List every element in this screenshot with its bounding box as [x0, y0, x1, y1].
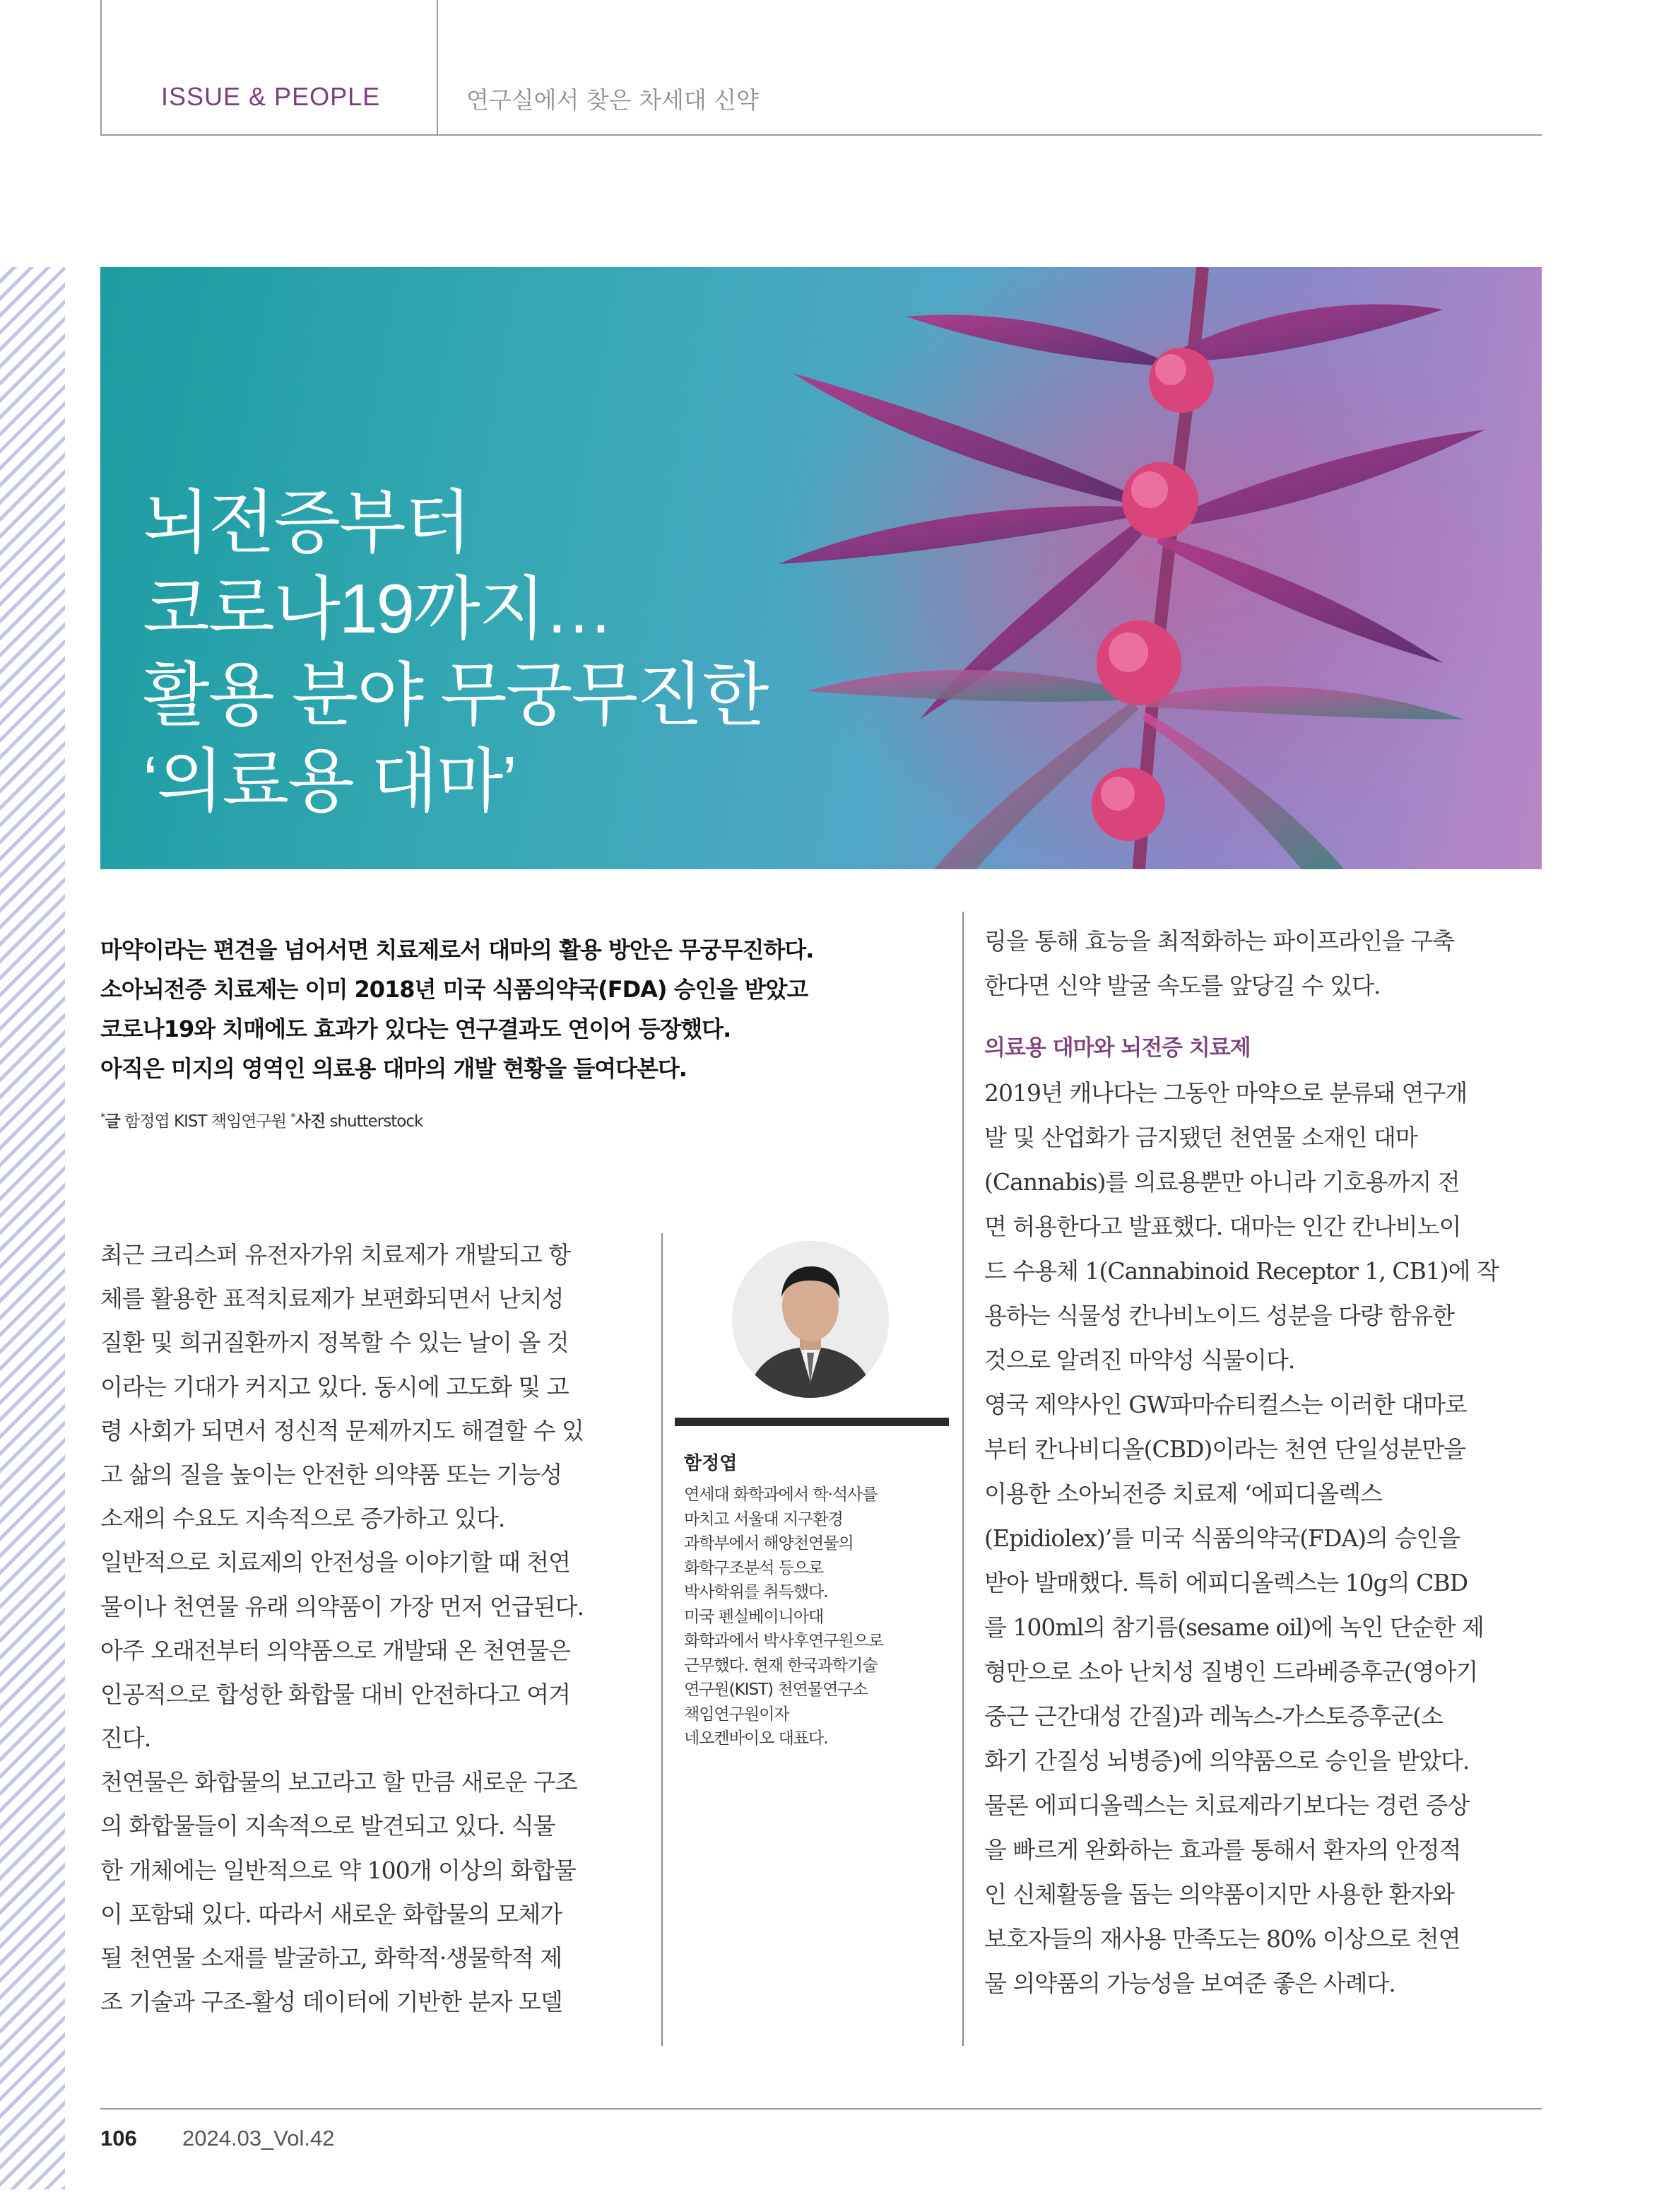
body-line: 조 기술과 구조-활성 데이터에 기반한 분자 모델 — [100, 1988, 562, 2016]
bio-line: 화학과에서 박사후연구원으로 — [684, 1632, 884, 1650]
paragraph-gap — [984, 1008, 1542, 1026]
author-bio — [684, 1483, 945, 1751]
hero-image — [100, 267, 1542, 869]
bio-line: 네오켄바이오 대표다. — [684, 1729, 828, 1748]
body-line: 면 허용한다고 발표했다. 대마는 인간 칸나비노이 — [984, 1213, 1461, 1240]
body-line: 물 의약품의 가능성을 보여준 좋은 사례다. — [984, 1970, 1395, 1997]
body-line: 을 빠르게 완화하는 효과를 통해서 환자의 안정적 — [984, 1836, 1461, 1864]
body-line: (Epidiolex)’를 미국 식품의약국(FDA)의 승인을 — [984, 1524, 1460, 1552]
body-line: 진다. — [100, 1724, 151, 1753]
body-line: 링을 통해 효능을 최적화하는 파이프라인을 구축 — [984, 927, 1455, 955]
bio-line: 화학구조분석 등으로 — [684, 1558, 824, 1577]
body-line: 의 화합물들이 지속적으로 발견되고 있다. 식물 — [100, 1812, 555, 1840]
body-line: 인공적으로 합성한 화합물 대비 안전하다고 여겨 — [100, 1680, 571, 1708]
hero-headline-line: ‘의료용 대마’ — [143, 742, 516, 820]
body-line: (Cannabis)를 의료용뿐만 아니라 기호용까지 전 — [984, 1168, 1460, 1196]
body-line: 아주 오래전부터 의약품으로 개발돼 온 천연물은 — [100, 1636, 571, 1664]
body-line: 2019년 캐나다는 그동안 마약으로 분류돼 연구개 — [984, 1079, 1468, 1107]
bio-line: 연구원(KIST) 천연물연구소 — [684, 1681, 868, 1699]
profile-divider-bar — [675, 1418, 949, 1426]
body-line: 물론 에피디올렉스는 치료제라기보다는 경련 증상 — [984, 1792, 1470, 1819]
body-line: 질환 및 희귀질환까지 정복할 수 있는 날이 올 것 — [100, 1329, 569, 1357]
body-line: 화기 간질성 뇌병증)에 의약품으로 승인을 받았다. — [984, 1747, 1470, 1775]
bio-line: 과학부에서 해양천연물의 — [684, 1534, 854, 1553]
hero-headline-line: 뇌전증부터 — [143, 483, 471, 561]
header-section-box — [100, 0, 438, 136]
body-line: 받아 발매했다. 특히 에피디올렉스는 10g의 CBD — [984, 1569, 1468, 1596]
body-line: 물이나 천연물 유래 의약품이 가장 먼저 언급된다. — [100, 1592, 584, 1620]
body-line: 용하는 식물성 칸나비노이드 성분을 다량 함유한 — [984, 1302, 1455, 1329]
hero-headline-line: 활용 분야 무궁무진한 — [143, 656, 768, 734]
body-line: 것으로 알려진 마약성 식물이다. — [984, 1346, 1295, 1374]
byline-credit: *글 함정엽 KIST 책임연구원 *사진 shutterstock — [100, 1110, 423, 1131]
bio-line: 마치고 서울대 지구환경 — [684, 1510, 843, 1529]
lead-line: 코로나19와 치매에도 효과가 있다는 연구결과도 연이어 등장했다. — [100, 1016, 731, 1042]
body-line: 될 천연물 소재를 발굴하고, 화학적·생물학적 제 — [100, 1944, 562, 1972]
body-line: 고 삶의 질을 높이는 안전한 의약품 또는 기능성 — [100, 1460, 562, 1488]
footer-divider — [100, 2108, 1542, 2110]
issue-label: 2024.03_Vol.42 — [182, 2126, 335, 2151]
writer-label: 글 — [105, 1112, 120, 1131]
body-line: 중근 근간대성 간질)과 레녹스-가스토증후군(소 — [984, 1702, 1443, 1730]
body-line: 체를 활용한 표적치료제가 보편화되면서 난치성 — [100, 1285, 564, 1313]
section-subheading: 의료용 대마와 뇌전증 치료제 — [984, 1035, 1251, 1061]
photo-source: shutterstock — [329, 1112, 423, 1131]
side-hatch-decoration — [0, 267, 65, 2189]
hero-headline — [143, 479, 767, 824]
bio-line: 미국 펜실베이니아대 — [684, 1607, 824, 1626]
page-number: 106 — [100, 2126, 137, 2151]
body-line: 를 100ml의 참기름(sesame oil)에 녹인 단순한 제 — [984, 1613, 1484, 1641]
body-line: 드 수용체 1(Cannabinoid Receptor 1, CB1)에 작 — [984, 1257, 1499, 1285]
body-line: 부터 칸나비디올(CBD)이라는 천연 단일성분만을 — [984, 1435, 1465, 1463]
body-line: 이 포함돼 있다. 따라서 새로운 화합물의 모체가 — [100, 1900, 562, 1928]
body-line: 발 및 산업화가 금지됐던 천연물 소재인 대마 — [984, 1124, 1417, 1151]
lead-paragraph — [100, 930, 934, 1088]
lead-line: 마약이라는 편견을 넘어서면 치료제로서 대마의 활용 방안은 무궁무진하다. — [100, 936, 814, 963]
body-line: 보호자들의 재사용 만족도는 80% 이상으로 천연 — [984, 1925, 1460, 1953]
body-column-right — [984, 919, 1542, 2006]
body-line: 소재의 수요도 지속적으로 증가하고 있다. — [100, 1505, 505, 1533]
writer-name: 함정엽 KIST 책임연구원 — [124, 1112, 286, 1131]
body-line: 영국 제약사인 GW파마슈티컬스는 이러한 대마로 — [984, 1391, 1467, 1418]
body-line: 최근 크리스퍼 유전자가위 치료제가 개발되고 항 — [100, 1241, 571, 1269]
bio-line: 연세대 화학과에서 학·석사를 — [684, 1486, 878, 1504]
body-line: 이라는 기대가 커지고 있다. 동시에 고도화 및 고 — [100, 1372, 569, 1401]
hero-headline-line: 코로나19까지… — [143, 570, 613, 647]
body-line: 인 신체활동을 돕는 의약품이지만 사용한 환자와 — [984, 1881, 1455, 1908]
header-divider — [438, 134, 1542, 136]
lead-line: 아직은 미지의 영역인 의료용 대마의 개발 현황을 들여다본다. — [100, 1055, 687, 1082]
body-line: 령 사회가 되면서 정신적 문제까지도 해결할 수 있 — [100, 1416, 584, 1445]
section-label: ISSUE & PEOPLE — [161, 82, 381, 111]
body-line: 한다면 신약 발굴 속도를 앞당길 수 있다. — [984, 972, 1381, 999]
bio-line: 근무했다. 현재 한국과학기술 — [684, 1656, 878, 1675]
author-name: 함정엽 — [684, 1453, 738, 1474]
body-column-left — [100, 1233, 644, 2024]
body-line: 천연물은 화합물의 보고라고 할 만큼 새로운 구조 — [100, 1768, 577, 1796]
author-portrait-image — [732, 1241, 889, 1398]
section-title: 연구실에서 찾은 차세대 신약 — [466, 86, 760, 114]
body-line: 이용한 소아뇌전증 치료제 ‘에피디올렉스 — [984, 1480, 1382, 1507]
bio-line: 박사학위를 취득했다. — [684, 1583, 828, 1601]
body-line: 일반적으로 치료제의 안전성을 이야기할 때 천연 — [100, 1548, 571, 1577]
bio-line: 책임연구원이자 — [684, 1705, 789, 1724]
body-line: 한 개체에는 일반적으로 약 100개 이상의 화합물 — [100, 1856, 576, 1884]
column-divider-left — [661, 1233, 663, 2046]
body-line: 형만으로 소아 난치성 질병인 드라베증후군(영아기 — [984, 1658, 1478, 1686]
lead-line: 소아뇌전증 치료제는 이미 2018년 미국 식품의약국(FDA) 승인을 받았고 — [100, 976, 808, 1003]
photo-label: 사진 — [295, 1112, 326, 1131]
author-photo — [732, 1241, 889, 1398]
column-divider-right — [962, 912, 964, 2046]
